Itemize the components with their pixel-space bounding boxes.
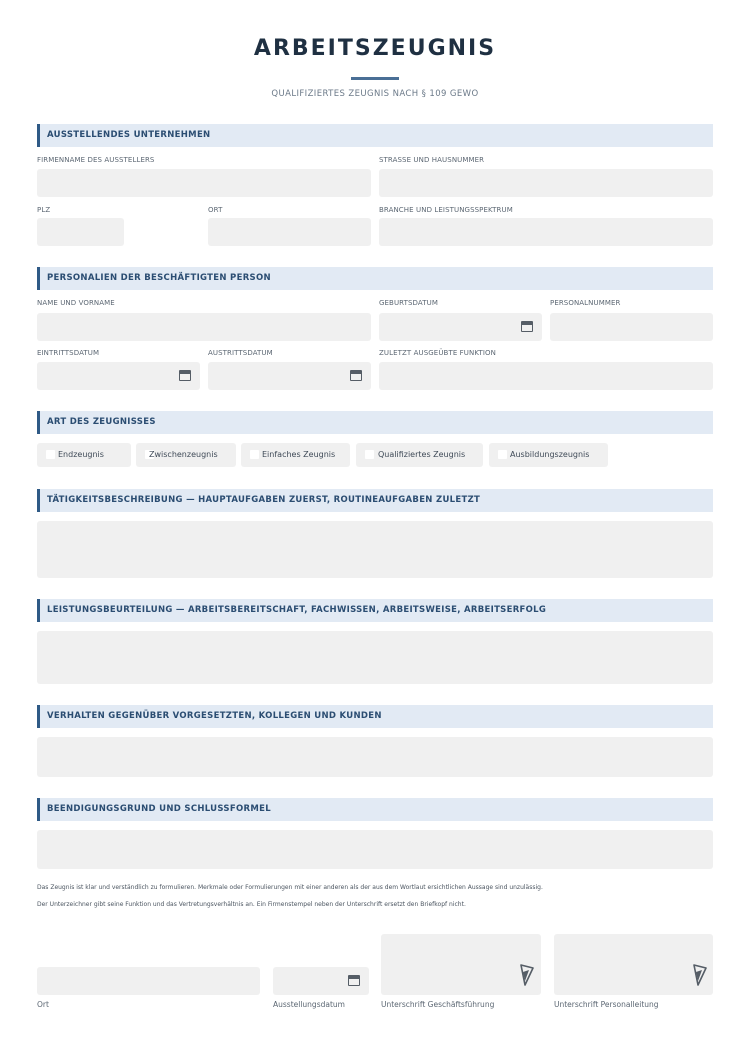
section-header-closing bbox=[37, 798, 713, 821]
name-label: NAME UND VORNAME bbox=[37, 299, 115, 307]
signature-hr-label: Unterschrift Personalleitung bbox=[554, 1000, 659, 1009]
section-header-person bbox=[37, 267, 713, 290]
place-label: Ort bbox=[37, 1000, 49, 1009]
section-title: ART DES ZEUGNISSES bbox=[47, 417, 156, 427]
signature-hr-field[interactable] bbox=[554, 934, 713, 995]
firm-name-field[interactable] bbox=[37, 169, 371, 197]
section-header-performance bbox=[37, 599, 713, 622]
checkbox[interactable] bbox=[365, 450, 374, 459]
section-title: TÄTIGKEITSBESCHREIBUNG — HAUPTAUFGABEN ZUERST, ROUTINEAUFGABEN ZULETZT bbox=[47, 495, 481, 505]
option-endzeugnis[interactable] bbox=[37, 443, 131, 467]
personnel-number-label: PERSONALNUMMER bbox=[550, 299, 621, 307]
birthdate-label: GEBURTSDATUM bbox=[379, 299, 438, 307]
exit-date-field[interactable] bbox=[208, 362, 371, 390]
option-label: Qualifiziertes Zeugnis bbox=[378, 450, 466, 459]
option-label: Zwischenzeugnis bbox=[149, 450, 218, 459]
performance-textarea[interactable] bbox=[37, 631, 713, 684]
section-header-conduct bbox=[37, 705, 713, 728]
pen-nib-icon bbox=[692, 964, 708, 986]
legal-note-1: Das Zeugnis ist klar und verständlich zu formulieren. Merkmale oder Formulierungen mit einer anderen als der aus dem Wortlaut ersichtlichen Aussage sind unzulässig. bbox=[37, 884, 543, 891]
document-subtitle: QUALIFIZIERTES ZEUGNIS NACH § 109 GEWO bbox=[271, 89, 479, 99]
section-title: LEISTUNGSBEURTEILUNG — ARBEITSBEREITSCHAFT, FACHWISSEN, ARBEITSWEISE, ARBEITSERFOLG bbox=[47, 605, 547, 615]
tasks-textarea[interactable] bbox=[37, 521, 713, 578]
section-title: AUSSTELLENDES UNTERNEHMEN bbox=[47, 130, 211, 140]
name-field[interactable] bbox=[37, 313, 371, 341]
zip-field[interactable] bbox=[37, 218, 124, 246]
option-label: Ausbildungszeugnis bbox=[510, 450, 590, 459]
city-label: ORT bbox=[208, 206, 223, 214]
checkbox[interactable] bbox=[498, 450, 507, 459]
option-zwischenzeugnis[interactable] bbox=[136, 443, 236, 467]
section-header-type bbox=[37, 411, 713, 434]
pen-nib-icon bbox=[519, 964, 535, 986]
conduct-textarea[interactable] bbox=[37, 737, 713, 777]
calendar-icon[interactable] bbox=[350, 370, 362, 381]
document-title: ARBEITSZEUGNIS bbox=[253, 36, 497, 61]
title-divider bbox=[351, 77, 399, 80]
section-header-company bbox=[37, 124, 713, 147]
section-title: BEENDIGUNGSGRUND UND SCHLUSSFORMEL bbox=[47, 804, 271, 814]
legal-note-2: Der Unterzeichner gibt seine Funktion und das Vertretungsverhältnis an. Ein Firmenstempel neben der Unterschrift ersetzt den Briefkopf nicht. bbox=[37, 901, 466, 908]
signature-management-field[interactable] bbox=[381, 934, 541, 995]
firm-name-label: FIRMENNAME DES AUSSTELLERS bbox=[37, 156, 155, 164]
calendar-icon[interactable] bbox=[179, 370, 191, 381]
section-title: PERSONALIEN DER BESCHÄFTIGTEN PERSON bbox=[47, 273, 271, 283]
checkbox[interactable] bbox=[46, 450, 55, 459]
city-field[interactable] bbox=[208, 218, 371, 246]
checkbox[interactable] bbox=[250, 450, 259, 459]
calendar-icon[interactable] bbox=[521, 321, 533, 332]
option-label: Einfaches Zeugnis bbox=[262, 450, 336, 459]
option-label: Endzeugnis bbox=[58, 450, 104, 459]
section-title: VERHALTEN GEGENÜBER VORGESETZTEN, KOLLEGEN UND KUNDEN bbox=[47, 711, 382, 721]
option-ausbildungszeugnis[interactable] bbox=[489, 443, 608, 467]
industry-field[interactable] bbox=[379, 218, 713, 246]
signature-management-label: Unterschrift Geschäftsführung bbox=[381, 1000, 495, 1009]
entry-date-label: EINTRITTSDATUM bbox=[37, 349, 100, 357]
function-field[interactable] bbox=[379, 362, 713, 390]
closing-textarea[interactable] bbox=[37, 830, 713, 869]
calendar-icon[interactable] bbox=[348, 975, 360, 986]
place-field[interactable] bbox=[37, 967, 260, 995]
street-field[interactable] bbox=[379, 169, 713, 197]
section-header-tasks bbox=[37, 489, 713, 512]
entry-date-field[interactable] bbox=[37, 362, 200, 390]
zip-label: PLZ bbox=[37, 206, 51, 214]
industry-label: BRANCHE UND LEISTUNGSSPEKTRUM bbox=[379, 206, 513, 214]
issue-date-label: Ausstellungsdatum bbox=[273, 1000, 345, 1009]
option-qualifiziertes-zeugnis[interactable] bbox=[356, 443, 483, 467]
exit-date-label: AUSTRITTSDATUM bbox=[208, 349, 273, 357]
street-label: STRASSE UND HAUSNUMMER bbox=[379, 156, 485, 164]
option-einfaches-zeugnis[interactable] bbox=[241, 443, 350, 467]
birthdate-field[interactable] bbox=[379, 313, 542, 341]
personnel-number-field[interactable] bbox=[550, 313, 713, 341]
function-label: ZULETZT AUSGEÜBTE FUNKTION bbox=[379, 349, 496, 357]
issue-date-field[interactable] bbox=[273, 967, 369, 995]
